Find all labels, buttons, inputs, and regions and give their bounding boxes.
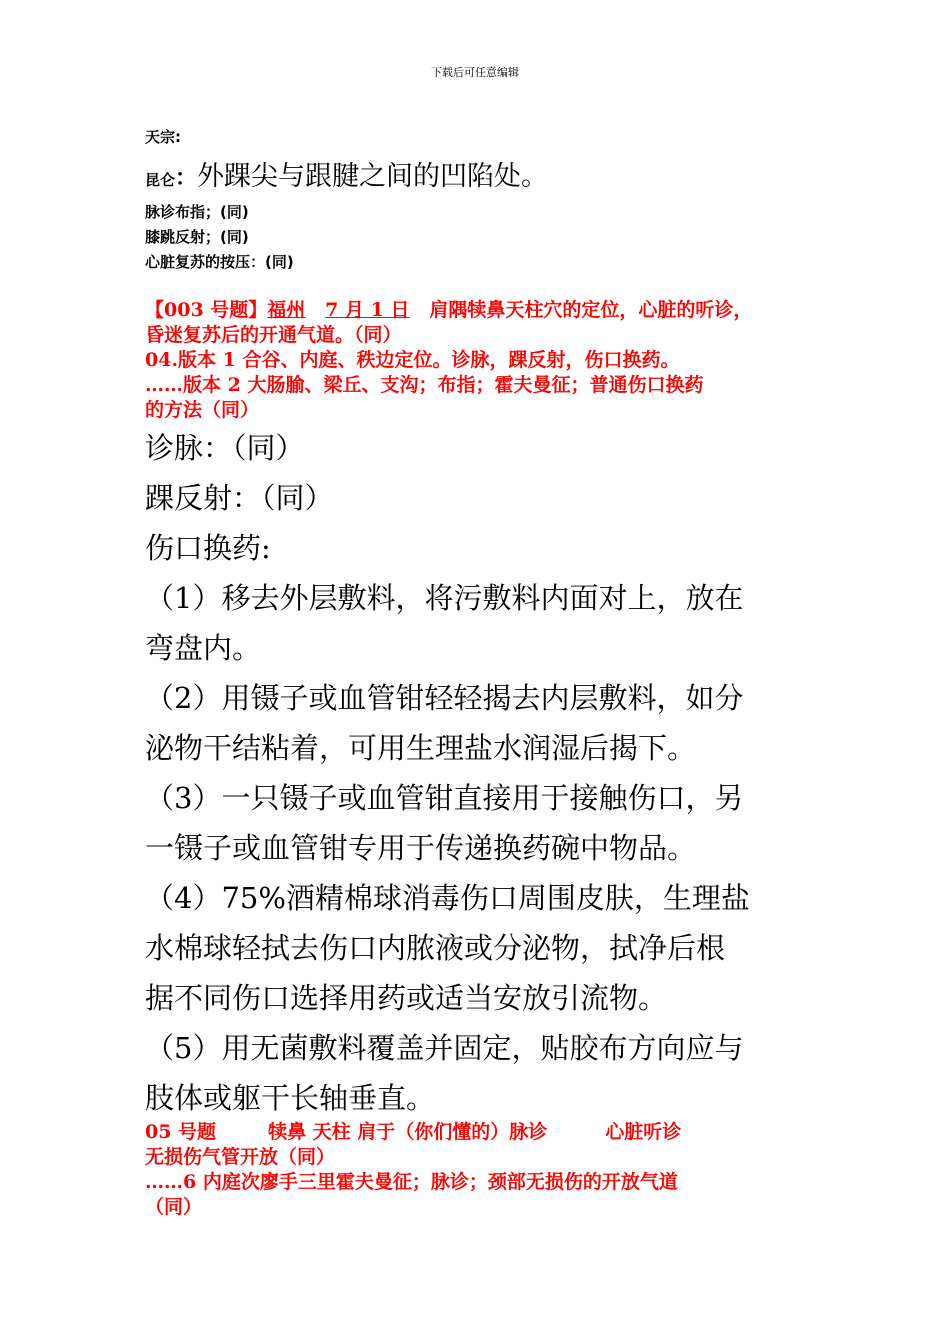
q003-tag: 【003 号题】 xyxy=(145,299,268,321)
kunlun-line xyxy=(145,160,548,198)
body-line: 踝反射：（同） xyxy=(145,481,334,515)
q003-line1 xyxy=(145,298,752,323)
body-line: 据不同伤口选择用药或适当安放引流物。 xyxy=(145,981,668,1015)
body-line: （5）用无菌敷料覆盖并固定，贴胶布方向应与 xyxy=(145,1031,744,1065)
q05-line3: ……6 内庭次廖手三里霍夫曼征；脉诊；颈部无损伤的开放气道 xyxy=(145,1171,678,1193)
q003-date: 7 月 1 日 xyxy=(325,299,410,321)
body-line: （1）移去外层敷料，将污敷料内面对上，放在 xyxy=(145,581,744,615)
short-items xyxy=(145,200,294,275)
body-line: （4）75%酒精棉球消毒伤口周围皮肤，生理盐 xyxy=(145,881,750,915)
question-04 xyxy=(145,348,703,423)
body-line: 泌物干结粘着，可用生理盐水润湿后揭下。 xyxy=(145,731,697,765)
item-cpr: 心脏复苏的按压：(同) xyxy=(145,253,294,271)
q05-cardiac: 心脏听诊 xyxy=(605,1121,682,1143)
body-line: 一镊子或血管钳专用于传递换药碗中物品。 xyxy=(145,831,697,865)
q04-line1: 04.版本 1 合谷、内庭、秩边定位。诊脉，踝反射，伤口换药。 xyxy=(145,349,680,371)
body-line: 水棉球轻拭去伤口内脓液或分泌物，拭净后根 xyxy=(145,931,726,965)
body-line: 诊脉：（同） xyxy=(145,431,305,465)
q04-line2: ……版本 2 大肠腧、梁丘、支沟；布指；霍夫曼征；普通伤口换药 xyxy=(145,374,704,396)
question-05 xyxy=(145,1120,681,1220)
q05-items: 犊鼻 天柱 肩于（你们懂的）脉诊 xyxy=(268,1121,548,1143)
q003-line1-rest: 肩隅犊鼻天柱穴的定位，心脏的听诊， xyxy=(429,299,753,321)
kunlun-label: 昆仑 xyxy=(145,171,176,189)
q05-line2: 无损伤气管开放（同） xyxy=(145,1146,336,1168)
tianzong-label: 天宗: xyxy=(145,128,181,146)
q05-line4: （同） xyxy=(145,1196,203,1218)
q04-line3: 的方法（同） xyxy=(145,399,260,421)
kunlun-colon: ： xyxy=(175,166,198,191)
kunlun-text: 外踝尖与跟腱之间的凹陷处。 xyxy=(197,161,549,192)
q05-line1 xyxy=(145,1120,681,1145)
body-line: 肢体或躯干长轴垂直。 xyxy=(145,1081,436,1115)
body-line: 伤口换药: xyxy=(145,531,271,565)
q003-city: 福州 xyxy=(267,299,306,321)
question-003 xyxy=(145,298,752,348)
body-line: （2）用镊子或血管钳轻轻揭去内层敷料，如分 xyxy=(145,681,744,715)
page-header: 下载后可任意编辑 xyxy=(431,66,519,79)
body-line: （3）一只镊子或血管钳直接用于接触伤口，另 xyxy=(145,781,744,815)
q003-line2: 昏迷复苏后的开通气道。（同） xyxy=(145,324,402,346)
wound-dressing-body xyxy=(145,423,750,1123)
item-knee-reflex: 膝跳反射；(同) xyxy=(145,228,249,246)
body-line: 弯盘内。 xyxy=(145,631,262,665)
item-pulse-fingers: 脉诊布指；(同) xyxy=(145,203,249,221)
q05-tag: 05 号题 xyxy=(145,1121,217,1143)
